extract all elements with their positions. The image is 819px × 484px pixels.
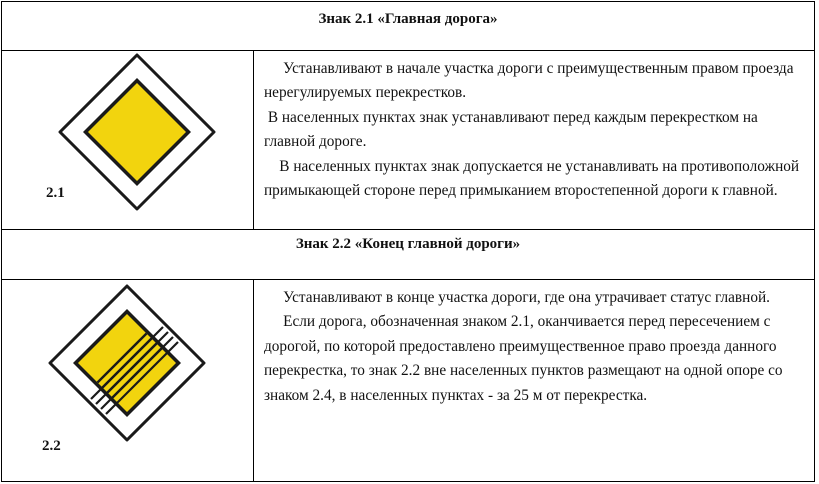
end-of-main-road-sign-icon: [47, 283, 207, 443]
section-description: [254, 280, 814, 481]
section-title: Знак 2.1 «Главная дорога»: [318, 11, 498, 27]
sign-number: 2.2: [42, 438, 61, 454]
paragraph: В населенных пунктах знак устанавливают перед каждым перекрестком на главной дороге.: [264, 108, 762, 151]
section-title: Знак 2.2 «Конец главной дороги»: [295, 236, 521, 252]
paragraph: Устанавливают в начале участка дороги с преимущественным правом проезда нерегулируемых перекрестков.: [264, 60, 798, 102]
paragraph: Если дорога, обозначенная знаком 2.1, оканчивается перед пересечением с дорогой, по которой предоставлено преимущественное право проезда данного перекрестка, то знак 2.2 вне населенных пунктов размещают на одной опоре со знаком 2.4, в населенных пунктах - за 25 м от перекрестка.: [264, 313, 787, 404]
section-header-2-1: [1, 1, 815, 51]
section-header-2-2: [1, 230, 815, 280]
section-content-2-1: [1, 50, 815, 230]
paragraph: В населенных пунктах знак допускается не устанавливать на противоположной примыкающей стороне перед примыканием второстепенной дороги к главной.: [264, 157, 803, 200]
sign-cell: [2, 50, 254, 229]
section-description: [254, 50, 814, 229]
main-road-sign-icon: [57, 52, 217, 212]
sign-number: 2.1: [46, 185, 65, 201]
section-content-2-2: [1, 279, 815, 482]
paragraph: Устанавливают в конце участка дороги, где она утрачивает статус главной.: [264, 289, 771, 306]
sign-cell: [2, 280, 254, 481]
